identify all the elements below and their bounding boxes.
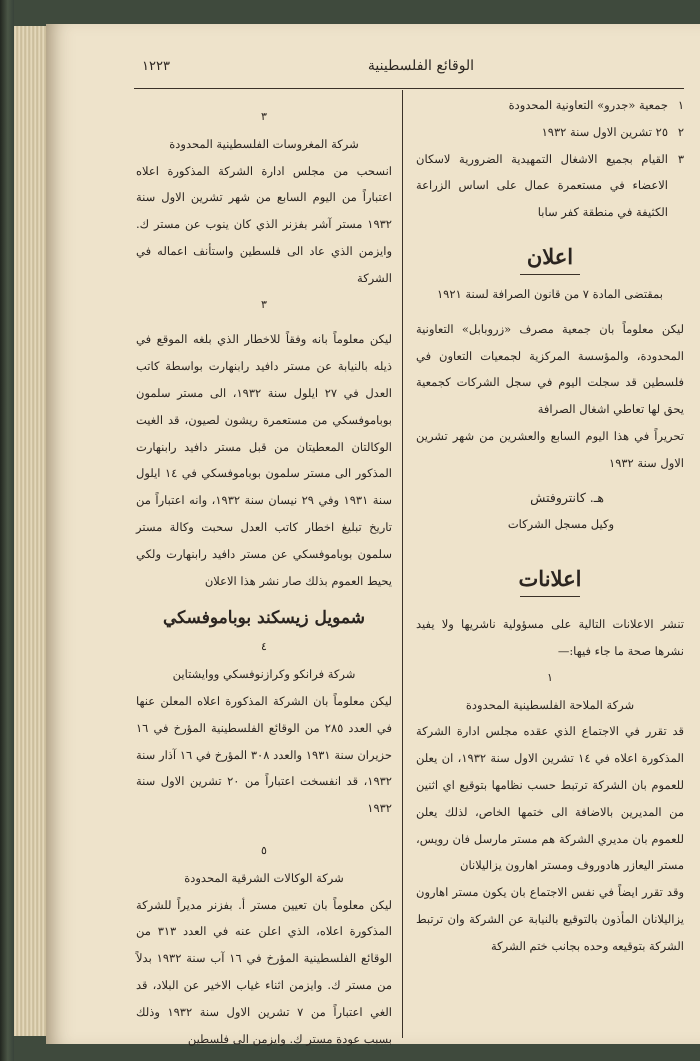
column-divider: [402, 90, 403, 1038]
announcements-intro: تنشر الاعلانات التالية على مسؤولية ناشريها ولا يفيد نشرها صحة ما جاء فيها:—: [416, 617, 684, 658]
title-ornament: [520, 596, 580, 599]
section-number: ٣: [261, 110, 267, 123]
company-name: شركة الوكالات الشرقية المحدودة: [184, 870, 344, 885]
right-column: [416, 92, 684, 960]
section-number: ١: [547, 670, 553, 684]
section-number: ٤: [261, 640, 267, 654]
list-item-number: ١: [677, 98, 684, 112]
company-name: شركة فرانكو وكرازنوفسكي ووايشتاين: [172, 667, 356, 682]
company-name: شركة الملاحة الفلسطينية المحدودة: [465, 697, 635, 712]
list-item-text: ٢٥ تشرين الاول سنة ١٩٣٢: [541, 124, 668, 139]
list-item-text: القيام بجميع الاشغال التمهيدية الضرورية لاسكان الاعضاء في مستعمرة عمال على اساس الزراعة الكثيفة في منطقة كفر سابا: [416, 151, 668, 220]
list-item: [416, 146, 684, 226]
notice-paragraph: ليكن معلوماً بان جمعية مصرف «زروبابل» التعاونية المحدودة، والمؤسسة المركزية لجمعيات التعاون في فلسطين قد سجلت اليوم في سجل الشركات كجمعية يحق لها تعاطي اشغال الصرافة: [416, 321, 684, 417]
section-signature: شمويل زيسكند بوباموفسكي: [162, 608, 365, 629]
notice-paragraph: تحريراً في هذا اليوم السابع والعشرين من شهر تشرين الاول سنة ١٩٣٢: [416, 428, 684, 470]
section-number: ٥: [261, 843, 267, 857]
notice-subtitle: بمقتضى المادة ٧ من قانون الصرافة لسنة ١٩٢١: [437, 286, 663, 301]
list-item-number: ٢: [677, 124, 684, 139]
list-item-number: ٣: [677, 151, 684, 166]
announcements-title: اعلانات: [518, 566, 582, 592]
section-paragraph: ليكن معلوماً بانه وفقاً للاخطار الذي بلغه الموقع في ذيله بالنيابة عن مستر دافيد رابنهارت بواسطة كاتب العدل في ٢٧ ايلول سنة ١٩٣٢، الى مستر سلمون بوباموفسكي من مستعمرة ريشون لصيون، قد الغيت الوكالتان المعطيتان من قبل مستر دافيد رابنهارت المذكور الى مستر سلمون بوباموفسكي في ١٤ ايلول سنة ١٩٣١ وفي ٢٩ نيسان سنة ١٩٣٢، وانه اعتباراً من تاريخ تبليغ اخطار كاتب العدل سحبت وكالة مستر سلمون بوباموفسكي عن مستر دافيد رابنهارت ولكي يحيط العموم بذلك صار نشر هذا الاعلان: [136, 332, 392, 588]
notice-signature-title: وكيل مسجل الشركات: [507, 517, 614, 532]
page-number: ١٢٢٣: [142, 59, 170, 74]
page-header-title: الوقائع الفلسطينية: [367, 58, 475, 74]
company-name: شركة المغروسات الفلسطينية المحدودة: [169, 136, 359, 151]
header-rule: [134, 88, 684, 89]
section-number: ٣: [261, 297, 267, 311]
list-item: [416, 119, 684, 146]
announcement-paragraph: وقد تقرر ايضاً في نفس الاجتماع بان يكون مستر اهارون يزاليلانان المأذون بالتوقيع بالنيابة عن الشركة وان ترتبط الشركة بتوقيعه وحده بجانب ختم الشركة: [416, 885, 684, 953]
book-binding: [0, 0, 14, 1061]
section-paragraph: ليكن معلوماً بان الشركة المذكورة اعلاه المعلن عنها في العدد ٢٨٥ من الوقائع الفلسطينية المؤرخ في ١٦ حزيران سنة ١٩٣١ والعدد ٣٠٨ المؤرخ في ١٦ آذار سنة ١٩٣٢، قد انفسخت اعتباراً من ٢٠ تشرين الاول سنة ١٩٣٢: [136, 693, 392, 816]
registration-list: [416, 92, 684, 226]
section-paragraph: انسحب من مجلس ادارة الشركة المذكورة اعلاه اعتباراً من اليوم السابع من شهر تشرين الاول سنة ١٩٣٢ مستر آشر بفزنر الذي كان ينوب عن مستر ك. وايزمن الذي عاد الى فلسطين واستأنف اعماله في الشركة: [136, 163, 392, 285]
notice-signature-name: هـ. كانتروفتش: [530, 489, 604, 505]
page-edges: [14, 26, 49, 1036]
left-column: [136, 104, 392, 1052]
announcement-paragraph: قد تقرر في الاجتماع الذي عقده مجلس ادارة الشركة المذكورة اعلاه في ١٤ تشرين الاول سنة ١٩٣٢، ان يعلن للعموم بان الشركة ترتبط حسب نظامها بتوقيع اي اثنين من المديرين بالاضافة الى ختمها الخاص، لذلك يعلن للعموم بان مديري الشركة هم مستر مارسل فان رويس، مستر اليعازر هادوروف ومستر اهارون يزاليلانان: [416, 724, 684, 873]
list-item-text: جمعية «جدرو» التعاونية المحدودة: [508, 98, 668, 112]
notice-title: اعلان: [526, 243, 574, 269]
title-ornament: [520, 274, 580, 277]
document-page: [46, 24, 700, 1044]
section-paragraph: ليكن معلوماً بان تعيين مستر أ. بفزنر مديراً للشركة المذكورة اعلاه، الذي اعلن عنه في العدد ٣١٣ من الوقائع الفلسطينية المؤرخ في ١٦ آب سنة ١٩٣٢ بدلاً من مستر ك. وايزمن اثناء غياب الاخير عن البلاد، قد الغي اعتباراً من ٧ تشرين الاول سنة ١٩٣٢ وذلك بسبب عودة مستر ك. وايزمن الى فلسطين: [136, 897, 393, 1046]
list-item: [416, 92, 684, 119]
